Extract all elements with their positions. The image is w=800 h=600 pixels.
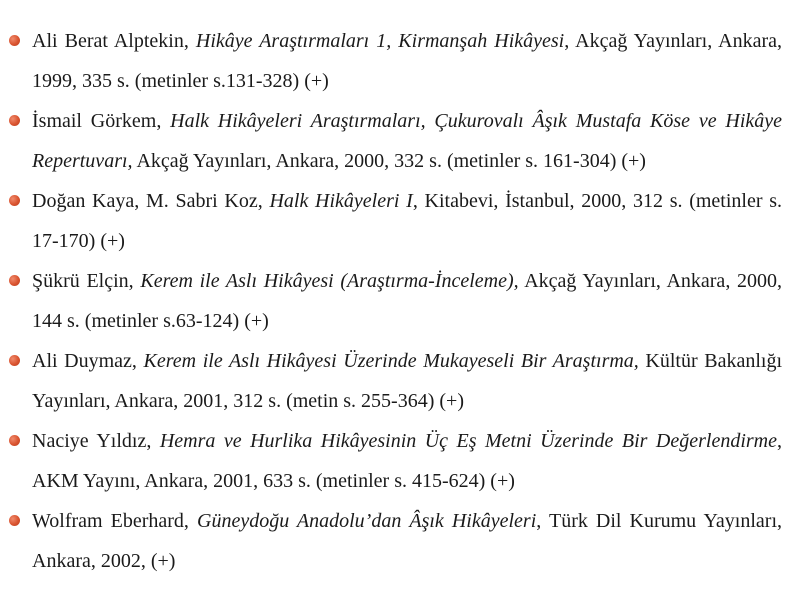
reference-details: , Türk Dil Kurumu Yayınları, Ankara, 2002, (+) (32, 510, 783, 572)
reference-item (0, 181, 800, 261)
reference-author: Wolfram Eberhard, (32, 510, 189, 532)
reference-author: Ali Duymaz, (32, 350, 137, 372)
reference-title: Kerem ile Aslı Hikâyesi (Araştırma-İnceleme), (140, 270, 519, 292)
reference-title: Hikâye Araştırmaları 1, Kirmanşah Hikâyesi (195, 30, 565, 52)
reference-details: Kültür Bakanlığı Yayınları, Ankara, 2001, 312 s. (metin s. 255-364) (+) (32, 350, 782, 412)
reference-author: Doğan Kaya, M. Sabri Koz, (32, 190, 263, 212)
reference-author: Şükrü Elçin, (32, 270, 134, 292)
reference-item (0, 421, 800, 501)
reference-title: Hemra ve Hurlika Hikâyesinin Üç Eş Metni Üzerinde Bir Değerlendirme (159, 430, 778, 452)
reference-item (0, 341, 800, 421)
reference-item (0, 501, 800, 581)
bullet-icon (9, 115, 20, 126)
reference-title: Güneydoğu Anadolu’dan Âşık Hikâyeleri (197, 510, 537, 532)
reference-list (0, 21, 800, 581)
reference-author: Ali Berat Alptekin, (32, 30, 189, 52)
bullet-icon (9, 355, 20, 366)
bullet-icon (9, 35, 20, 46)
reference-title: Halk Hikâyeleri Araştırmaları, Çukurovalı Âşık Mustafa Köse ve Hikâye Repertuvarı, (32, 110, 783, 172)
reference-details: , AKM Yayını, Ankara, 2001, 633 s. (metinler s. 415-624) (+) (32, 430, 783, 492)
reference-details: Akçağ Yayınları, Ankara, 2000, 144 s. (metinler s.63-124) (+) (32, 270, 782, 332)
reference-author: İsmail Görkem, (32, 110, 162, 132)
reference-title: Halk Hikâyeleri I (269, 190, 413, 212)
reference-author: Naciye Yıldız, (32, 430, 152, 452)
reference-item (0, 261, 800, 341)
bullet-icon (9, 435, 20, 446)
reference-title: Kerem ile Aslı Hikâyesi Üzerinde Mukayeseli Bir Araştırma, (143, 350, 639, 372)
bullet-icon (9, 515, 20, 526)
reference-details: , Akçağ Yayınları, Ankara, 1999, 335 s. (metinler s.131-328) (+) (32, 30, 782, 92)
reference-item (0, 21, 800, 101)
reference-details: Akçağ Yayınları, Ankara, 2000, 332 s. (metinler s. 161-304) (+) (136, 150, 646, 172)
bullet-icon (9, 195, 20, 206)
reference-item (0, 101, 800, 181)
bullet-icon (9, 275, 20, 286)
reference-details: , Kitabevi, İstanbul, 2000, 312 s. (metinler s. 17-170) (+) (32, 190, 782, 252)
